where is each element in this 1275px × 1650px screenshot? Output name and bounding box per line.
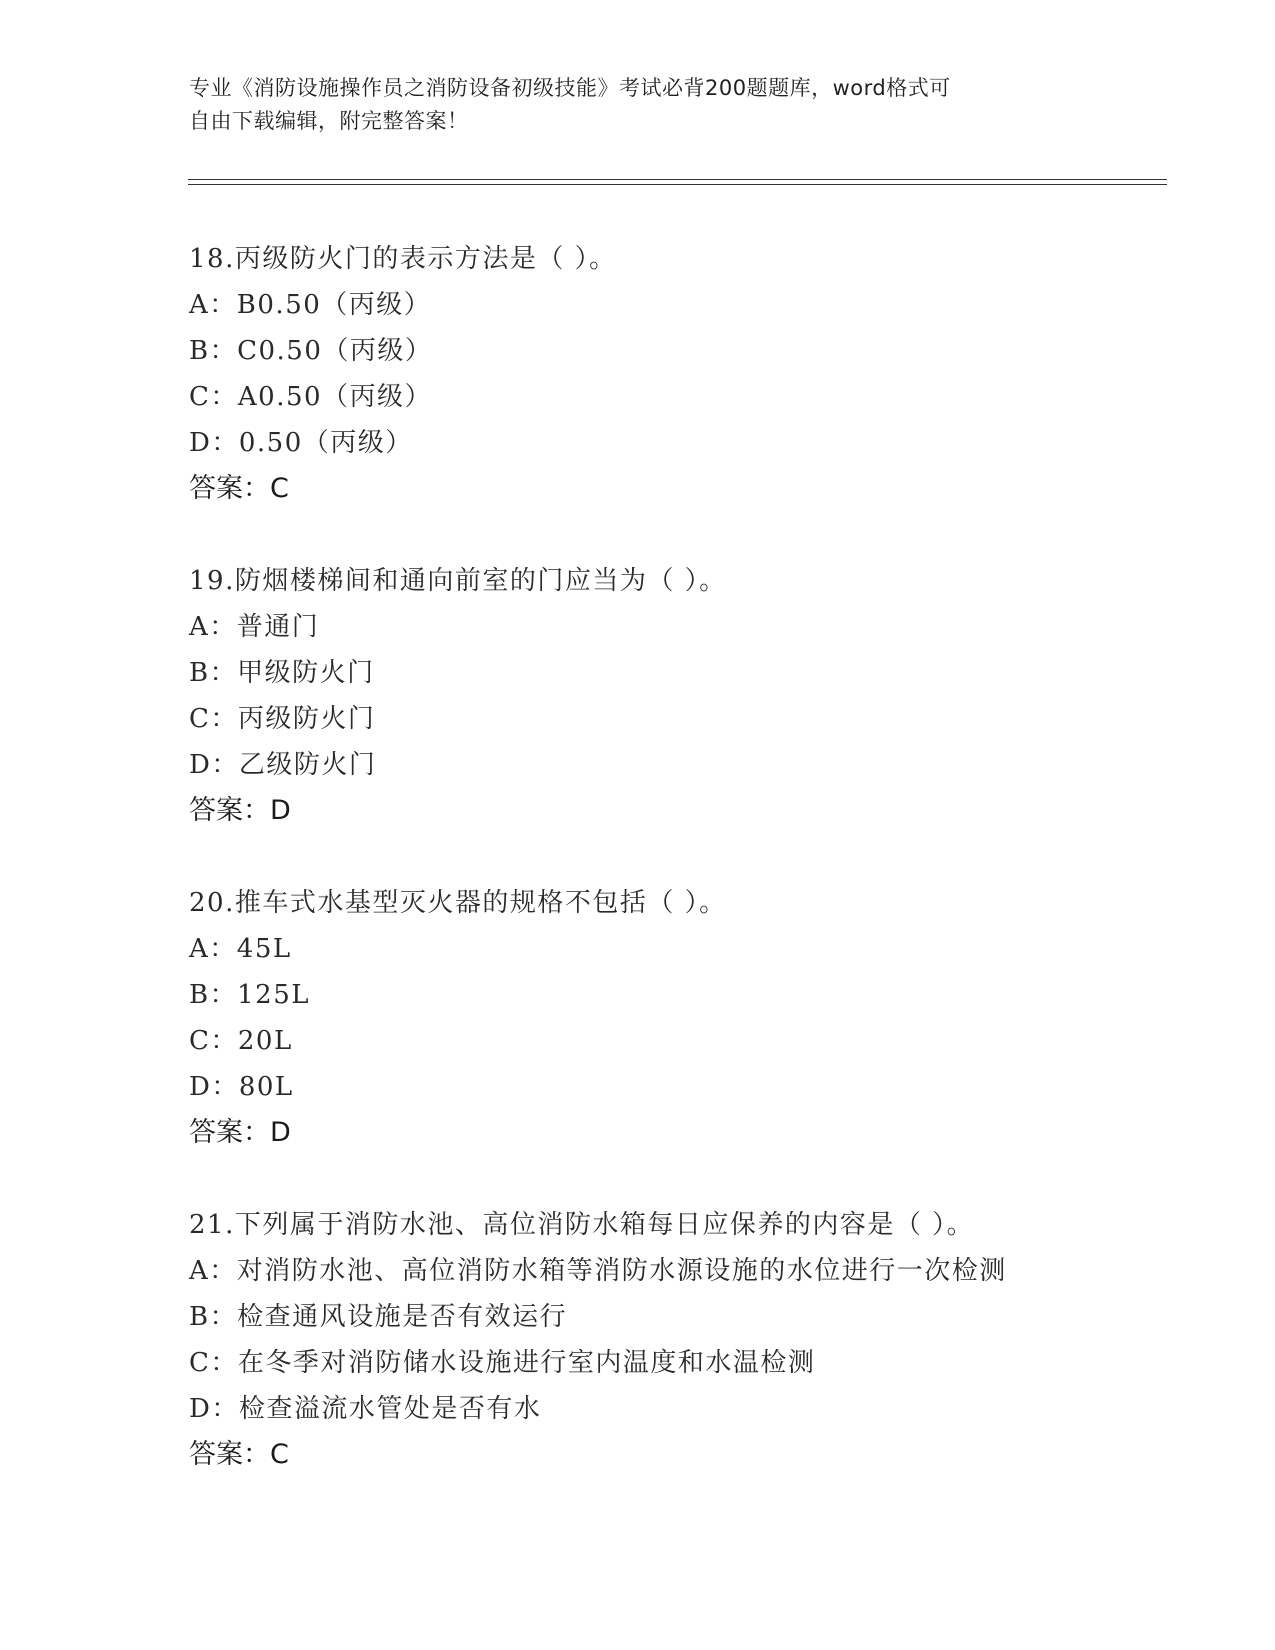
option-c: C：丙级防火门	[189, 704, 376, 734]
question-20	[189, 880, 1189, 1156]
question-19	[189, 558, 1189, 834]
option-b: B：检查通风设施是否有效运行	[189, 1302, 568, 1332]
question-21	[189, 1202, 1189, 1478]
answer: 答案：D	[189, 795, 291, 826]
option-c: C：20L	[189, 1026, 293, 1056]
option-d: D：乙级防火门	[189, 750, 377, 780]
option-d: D：0.50（丙级）	[189, 428, 413, 458]
option-a: A：B0.50（丙级）	[189, 290, 432, 320]
question-stem: 19.防烟楼梯间和通向前室的门应当为（ ）。	[189, 566, 727, 596]
option-c: C：在冬季对消防储水设施进行室内温度和水温检测	[189, 1348, 816, 1378]
header-line-1: 专业《消防设施操作员之消防设备初级技能》考试必背200题题库，word格式可	[189, 76, 951, 100]
answer: 答案：C	[189, 1439, 289, 1470]
answer: 答案：C	[189, 473, 289, 504]
option-d: D：检查溢流水管处是否有水	[189, 1394, 542, 1424]
option-a: A：普通门	[189, 612, 320, 642]
option-a: A：45L	[189, 934, 292, 964]
header-divider-bottom	[188, 184, 1167, 185]
answer: 答案：D	[189, 1117, 291, 1148]
option-b: B：C0.50（丙级）	[189, 336, 433, 366]
question-18	[189, 236, 1189, 512]
option-a: A：对消防水池、高位消防水箱等消防水源设施的水位进行一次检测	[189, 1256, 1007, 1286]
option-b: B：甲级防火门	[189, 658, 375, 688]
header-divider-top	[188, 179, 1167, 180]
question-stem: 20.推车式水基型灭火器的规格不包括（ ）。	[189, 888, 727, 918]
option-b: B：125L	[189, 980, 310, 1010]
option-c: C：A0.50（丙级）	[189, 382, 433, 412]
document-header	[189, 72, 1089, 138]
header-line-2: 自由下载编辑，附完整答案！	[189, 109, 469, 133]
option-d: D：80L	[189, 1072, 294, 1102]
question-stem: 18.丙级防火门的表示方法是（ ）。	[189, 244, 617, 274]
question-stem: 21.下列属于消防水池、高位消防水箱每日应保养的内容是（ ）。	[189, 1210, 975, 1240]
